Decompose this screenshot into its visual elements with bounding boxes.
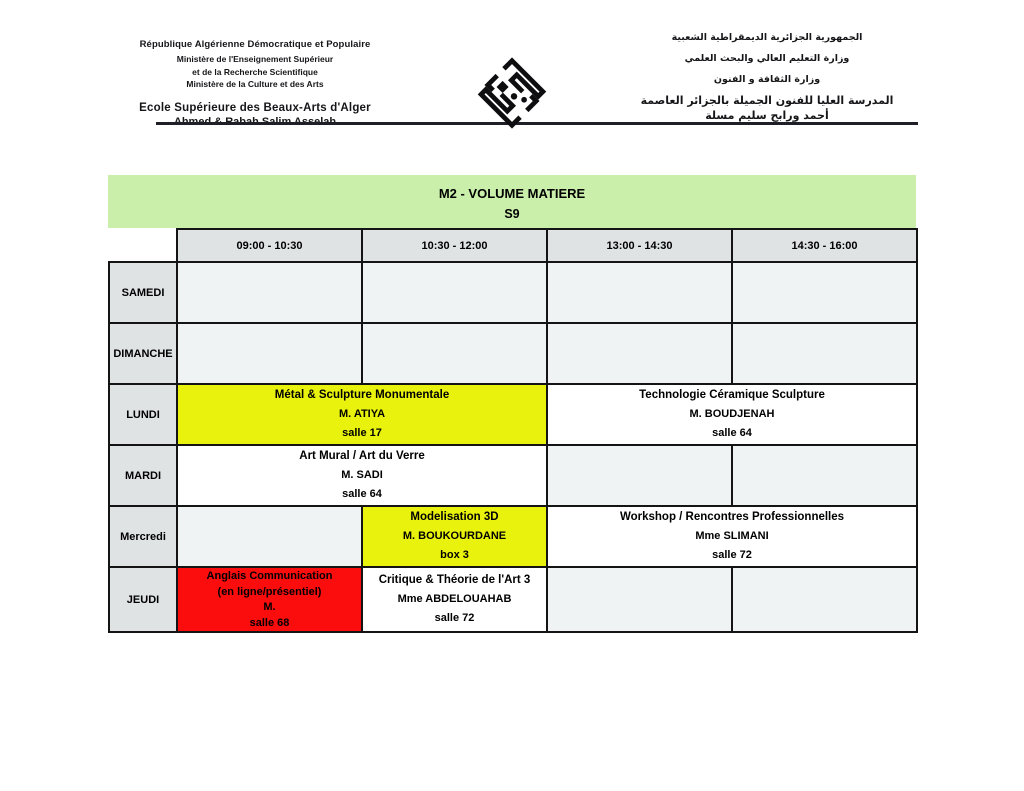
row-samedi	[109, 262, 917, 323]
day-label-jeudi: JEUDI	[109, 567, 177, 632]
empty-slot-cell	[732, 323, 917, 384]
course-title: Art Mural / Art du Verre	[299, 450, 425, 462]
course-room: salle 72	[434, 612, 475, 624]
letterhead-french-block	[110, 39, 400, 129]
time-header-row	[109, 229, 917, 262]
course-cell-modelisation-3d	[362, 506, 547, 567]
timetable-title: M2 - VOLUME MATIERE	[438, 186, 586, 201]
course-title: Métal & Sculpture Monumentale	[274, 389, 450, 401]
empty-slot-cell	[177, 262, 362, 323]
empty-slot-cell	[547, 445, 732, 506]
course-teacher: M. BOUDJENAH	[689, 408, 775, 420]
course-mode: (en ligne/présentiel)	[217, 585, 322, 598]
school-subname-ar: أحمد ورابح سليم مسلة	[705, 109, 829, 122]
course-title: Technologie Céramique Sculpture	[639, 389, 825, 401]
time-slot-header-1: 09:00 - 10:30	[177, 229, 362, 262]
empty-slot-cell	[362, 323, 547, 384]
timetable-grid	[108, 228, 918, 633]
course-title: Modelisation 3D	[410, 511, 499, 523]
course-cell-anglais	[177, 567, 362, 632]
timetable-subtitle: S9	[504, 207, 520, 221]
time-slot-header-3: 13:00 - 14:30	[547, 229, 732, 262]
time-slot-header-2: 10:30 - 12:00	[362, 229, 547, 262]
empty-slot-cell	[547, 262, 732, 323]
course-cell-metal-sculpture	[177, 384, 547, 445]
course-cell-critique-theorie	[362, 567, 547, 632]
row-jeudi	[109, 567, 917, 632]
row-mercredi	[109, 506, 917, 567]
timetable-title-bar	[108, 175, 916, 228]
empty-slot-cell	[362, 262, 547, 323]
ministry-line-1-ar: وزارة التعليم العالي والبحث العلمي	[684, 53, 850, 64]
course-teacher: M. SADI	[341, 469, 383, 481]
row-mardi	[109, 445, 917, 506]
empty-slot-cell	[547, 323, 732, 384]
day-label-mercredi: Mercredi	[109, 506, 177, 567]
ministry-line-1-fr: Ministère de l'Enseignement Supérieur	[176, 54, 334, 64]
empty-slot-cell	[732, 567, 917, 632]
corner-spacer-cell	[109, 229, 177, 262]
day-label-samedi: SAMEDI	[109, 262, 177, 323]
ministry-line-2-fr: et de la Recherche Scientifique	[192, 66, 318, 77]
course-room: salle 64	[342, 488, 382, 500]
course-teacher: Mme ABDELOUAHAB	[397, 593, 512, 605]
republic-line-fr: République Algérienne Démocratique et Populaire	[139, 39, 371, 50]
course-title: Workshop / Rencontres Professionnelles	[619, 511, 845, 523]
empty-slot-cell	[177, 323, 362, 384]
school-logo-icon	[474, 50, 550, 136]
row-lundi	[109, 384, 917, 445]
row-dimanche	[109, 323, 917, 384]
school-name-ar: المدرسة العليا للفنون الجميلة بالجزائر العاصمة	[640, 94, 894, 107]
course-title: Anglais Communication	[206, 570, 333, 582]
day-label-mardi: MARDI	[109, 445, 177, 506]
course-teacher: Mme SLIMANI	[695, 530, 769, 542]
republic-line-ar: الجمهورية الجزائرية الديمقراطية الشعبية	[671, 32, 863, 43]
course-room: salle 64	[712, 427, 752, 439]
empty-slot-cell	[732, 262, 917, 323]
school-name-fr: Ecole Supérieure des Beaux-Arts d'Alger	[139, 101, 371, 114]
ministry-line-2-ar: وزارة الثقافة و الفنون	[713, 74, 821, 85]
course-teacher: M. ATIYA	[338, 408, 386, 420]
ministry-line-3-fr: Ministère de la Culture et des Arts	[186, 79, 324, 89]
course-room: box 3	[440, 549, 469, 561]
course-cell-art-mural	[177, 445, 547, 506]
course-teacher: M.	[263, 601, 276, 613]
timetable-section	[108, 175, 916, 633]
empty-slot-cell	[732, 445, 917, 506]
course-teacher: M. BOUKOURDANE	[402, 530, 507, 542]
day-label-lundi: LUNDI	[109, 384, 177, 445]
course-title: Critique & Théorie de l'Art 3	[378, 574, 531, 586]
course-cell-technologie-ceramique	[547, 384, 917, 445]
empty-slot-cell	[177, 506, 362, 567]
letterhead-arabic-block	[612, 27, 922, 123]
course-room: salle 72	[712, 549, 752, 561]
course-cell-workshop	[547, 506, 917, 567]
time-slot-header-4: 14:30 - 16:00	[732, 229, 917, 262]
course-room: salle 68	[249, 616, 290, 629]
empty-slot-cell	[547, 567, 732, 632]
day-label-dimanche: DIMANCHE	[109, 323, 177, 384]
course-room: salle 17	[342, 427, 382, 439]
